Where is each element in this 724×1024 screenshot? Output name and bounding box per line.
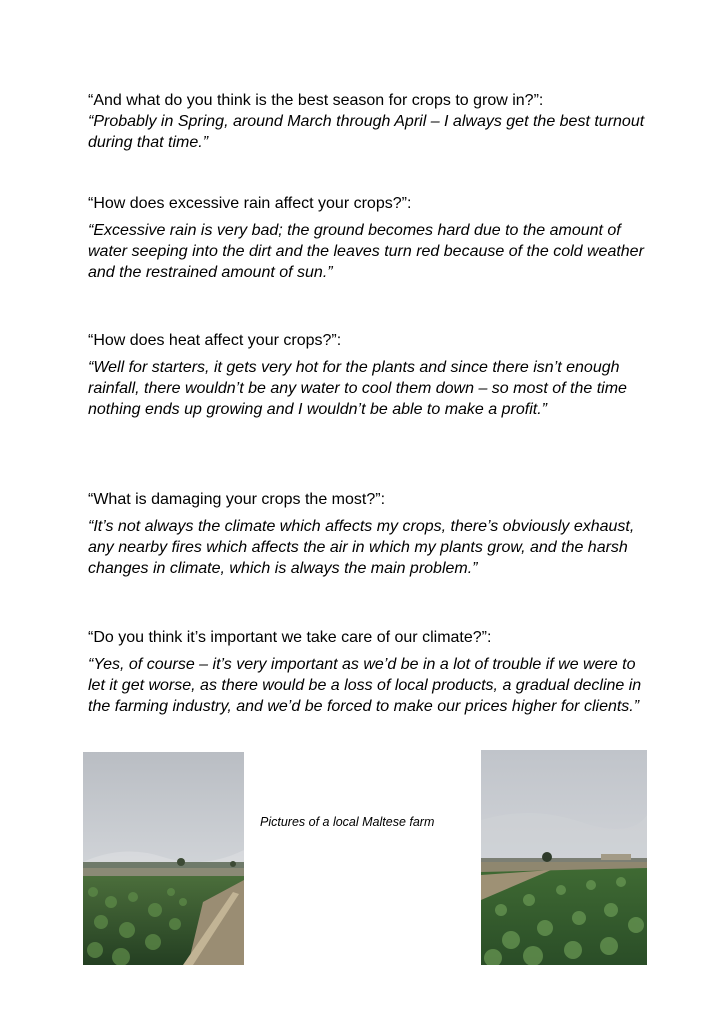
answer-text: “Probably in Spring, around March through April – I always get the best turnout during that time.” xyxy=(88,113,645,151)
interview-item-3 xyxy=(88,330,648,420)
question-text: “How does excessive rain affect your crops?”: xyxy=(88,195,412,212)
farm-photo-right-image xyxy=(481,750,647,965)
interview-item-1 xyxy=(88,90,648,153)
question-text: “Do you think it’s important we take care of our climate?”: xyxy=(88,629,492,646)
farm-photo-left xyxy=(83,752,244,965)
answer-text: “It’s not always the climate which affects my crops, there’s obviously exhaust, any nearby fires which affects the air in which my plants grow, and the harsh changes in climate, which is always the main problem.” xyxy=(88,518,635,577)
interview-item-5 xyxy=(88,627,648,717)
interview-item-2 xyxy=(88,193,648,283)
question-text: “How does heat affect your crops?”: xyxy=(88,332,342,349)
question-text: “What is damaging your crops the most?”: xyxy=(88,491,386,508)
interview-item-4 xyxy=(88,489,648,579)
question-text: “And what do you think is the best season for crops to grow in?”: xyxy=(88,92,544,109)
answer-text: “Well for starters, it gets very hot for the plants and since there isn’t enough rainfall, there wouldn’t be any water to cool them down – so most of the time nothing ends up growing and I wouldn’t be able to make a profit.” xyxy=(88,359,627,418)
photo-caption: Pictures of a local Maltese farm xyxy=(260,815,435,829)
answer-text: “Excessive rain is very bad; the ground becomes hard due to the amount of water seeping into the dirt and the leaves turn red because of the cold weather and the restrained amount of sun.” xyxy=(88,222,644,281)
answer-text: “Yes, of course – it’s very important as we’d be in a lot of trouble if we were to let it get worse, as there would be a loss of local products, a gradual decline in the farming industry, and we’d be forced to make our prices higher for clients.” xyxy=(88,656,642,715)
farm-photo-left-image xyxy=(83,752,244,965)
farm-photo-right xyxy=(481,750,647,965)
